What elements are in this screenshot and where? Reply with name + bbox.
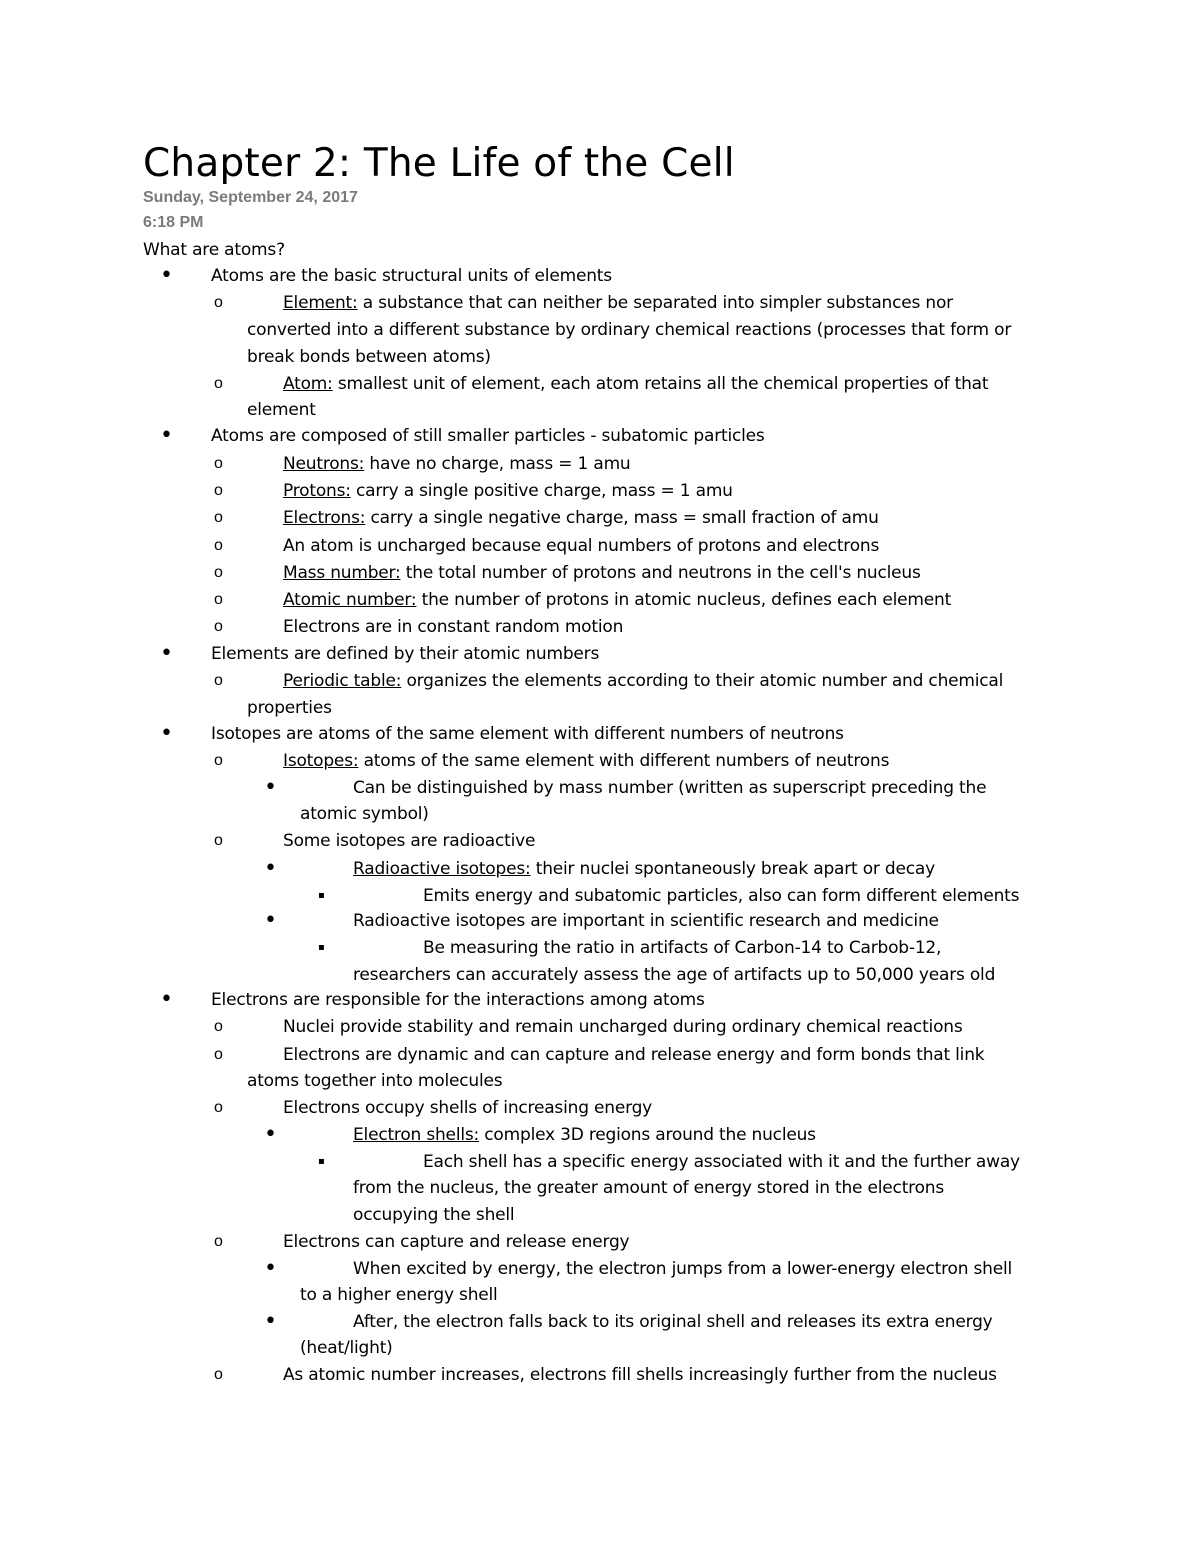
list-item-text: have no charge, mass = 1 amu [364, 454, 631, 474]
list-item [283, 1229, 629, 1255]
list-item-text: carry a single positive charge, mass = 1 amu [350, 481, 733, 501]
list-item-text: Radioactive isotopes are important in scientific research and medicine [353, 911, 939, 931]
list-item-text: Can be distinguished by mass number (written as superscript preceding the [353, 778, 987, 798]
bullet-disc-icon: • [264, 1256, 277, 1281]
bullet-disc-icon: • [264, 1122, 277, 1147]
list-item-text: the total number of protons and neutrons in the cell's nucleus [400, 563, 921, 583]
list-item-text: As atomic number increases, electrons fill shells increasingly further from the nucleus [283, 1365, 997, 1385]
list-item-text: organizes the elements according to their atomic number and chemical [401, 671, 1004, 691]
note-date: Sunday, September 24, 2017 [143, 189, 358, 206]
list-item [283, 533, 879, 559]
list-item-text: properties [247, 698, 332, 718]
list-item [283, 1042, 984, 1068]
term-label: Atom: [283, 374, 333, 394]
list-item-text: atoms of the same element with different numbers of neutrons [358, 751, 890, 771]
list-item-text: Atoms are composed of still smaller particles - subatomic particles [211, 426, 765, 446]
list-item [353, 1256, 1012, 1282]
list-item [247, 397, 316, 423]
list-item [283, 748, 889, 774]
list-item-text: Electrons are in constant random motion [283, 617, 624, 637]
list-item [300, 1335, 393, 1361]
list-item-text: their nuclei spontaneously break apart or decay [530, 859, 935, 879]
list-item-text: converted into a different substance by ordinary chemical reactions (processes that form or [247, 320, 1012, 340]
list-item-text: complex 3D regions around the nucleus [479, 1125, 816, 1145]
term-label: Periodic table: [283, 671, 402, 691]
list-item [211, 641, 599, 667]
list-item-text: Be measuring the ratio in artifacts of Carbon-14 to Carbob-12, [423, 938, 942, 958]
bullet-circle-icon: o [214, 1099, 223, 1116]
list-item [423, 883, 1019, 909]
bullet-circle-icon: o [214, 482, 223, 499]
bullet-disc-icon: • [160, 423, 173, 448]
term-label: Electron shells: [353, 1125, 480, 1145]
bullet-circle-icon: o [214, 618, 223, 635]
list-item-text: atoms together into molecules [247, 1071, 503, 1091]
list-item [423, 935, 941, 961]
list-item [353, 1122, 816, 1148]
list-item [353, 962, 995, 988]
list-item [247, 317, 1011, 343]
list-item [283, 560, 921, 586]
bullet-circle-icon: o [214, 1046, 223, 1063]
term-label: Neutrons: [283, 454, 365, 474]
list-item-text: the number of protons in atomic nucleus, defines each element [416, 590, 952, 610]
bullet-circle-icon: o [214, 752, 223, 769]
list-item-text: occupying the shell [353, 1205, 515, 1225]
bullet-square-icon: ▪ [318, 890, 325, 901]
list-item [247, 695, 332, 721]
list-item-text: researchers can accurately assess the age of artifacts up to 50,000 years old [353, 965, 996, 985]
bullet-disc-icon: • [160, 987, 173, 1012]
list-item [247, 1068, 502, 1094]
bullet-disc-icon: • [264, 856, 277, 881]
bullet-circle-icon: o [214, 375, 223, 392]
intro-question: What are atoms? [143, 240, 285, 260]
list-item-text: a substance that can neither be separated into simpler substances nor [357, 293, 953, 313]
list-item [283, 478, 733, 504]
list-item [283, 451, 631, 477]
list-item-text: (heat/light) [300, 1338, 393, 1358]
list-item-text: Some isotopes are radioactive [283, 831, 536, 851]
term-label: Isotopes: [283, 751, 359, 771]
list-item-text: Electrons are dynamic and can capture and release energy and form bonds that link [283, 1045, 985, 1065]
list-item [283, 614, 623, 640]
term-label: Protons: [283, 481, 351, 501]
list-item [283, 828, 535, 854]
list-item [353, 1175, 944, 1201]
list-item-text: break bonds between atoms) [247, 347, 491, 367]
list-item-text: When excited by energy, the electron jumps from a lower-energy electron shell [353, 1259, 1013, 1279]
note-time: 6:18 PM [143, 214, 204, 231]
list-item [353, 908, 939, 934]
list-item [211, 987, 705, 1013]
term-label: Element: [283, 293, 358, 313]
list-item-text: Electrons can capture and release energy [283, 1232, 630, 1252]
list-item-text: Electrons occupy shells of increasing energy [283, 1098, 653, 1118]
term-label: Electrons: [283, 508, 366, 528]
term-label: Radioactive isotopes: [353, 859, 531, 879]
list-item [283, 587, 951, 613]
bullet-disc-icon: • [160, 641, 173, 666]
bullet-circle-icon: o [214, 294, 223, 311]
bullet-square-icon: ▪ [318, 1156, 325, 1167]
list-item [283, 668, 1003, 694]
bullet-circle-icon: o [214, 537, 223, 554]
list-item-text: from the nucleus, the greater amount of energy stored in the electrons [353, 1178, 945, 1198]
bullet-circle-icon: o [214, 564, 223, 581]
bullet-circle-icon: o [214, 455, 223, 472]
list-item-text: smallest unit of element, each atom retains all the chemical properties of that [332, 374, 989, 394]
list-item [353, 1309, 993, 1335]
list-item-text: Atoms are the basic structural units of elements [211, 266, 612, 286]
list-item [353, 856, 935, 882]
list-item-text: Emits energy and subatomic particles, also can form different elements [423, 886, 1020, 906]
list-item [300, 1282, 498, 1308]
bullet-disc-icon: • [160, 721, 173, 746]
bullet-disc-icon: • [264, 1309, 277, 1334]
list-item-text: An atom is uncharged because equal numbers of protons and electrons [283, 536, 880, 556]
bullet-square-icon: ▪ [318, 942, 325, 953]
list-item [283, 290, 953, 316]
list-item-text: atomic symbol) [300, 804, 429, 824]
list-item [211, 423, 765, 449]
list-item [353, 1202, 514, 1228]
list-item-text: element [247, 400, 316, 420]
list-item-text: Isotopes are atoms of the same element with different numbers of neutrons [211, 724, 844, 744]
bullet-circle-icon: o [214, 1018, 223, 1035]
list-item [211, 263, 612, 289]
list-item [283, 505, 879, 531]
bullet-circle-icon: o [214, 1233, 223, 1250]
bullet-disc-icon: • [264, 775, 277, 800]
list-item [283, 1362, 997, 1388]
bullet-circle-icon: o [214, 1366, 223, 1383]
list-item [300, 801, 429, 827]
term-label: Atomic number: [283, 590, 417, 610]
bullet-circle-icon: o [214, 591, 223, 608]
list-item [423, 1149, 1020, 1175]
list-item-text: Nuclei provide stability and remain uncharged during ordinary chemical reactions [283, 1017, 963, 1037]
list-item [283, 1014, 963, 1040]
list-item [283, 1095, 652, 1121]
list-item [211, 721, 844, 747]
list-item [247, 344, 491, 370]
bullet-circle-icon: o [214, 672, 223, 689]
list-item-text: Electrons are responsible for the interactions among atoms [211, 990, 705, 1010]
list-item-text: Each shell has a specific energy associated with it and the further away [423, 1152, 1020, 1172]
list-item-text: carry a single negative charge, mass = small fraction of amu [365, 508, 879, 528]
bullet-circle-icon: o [214, 832, 223, 849]
page-title: Chapter 2: The Life of the Cell [143, 141, 735, 186]
term-label: Mass number: [283, 563, 401, 583]
list-item-text: to a higher energy shell [300, 1285, 498, 1305]
list-item-text: Elements are defined by their atomic numbers [211, 644, 600, 664]
list-item [283, 371, 988, 397]
list-item [353, 775, 986, 801]
bullet-disc-icon: • [264, 908, 277, 933]
list-item-text: After, the electron falls back to its original shell and releases its extra energy [353, 1312, 993, 1332]
bullet-disc-icon: • [160, 263, 173, 288]
bullet-circle-icon: o [214, 509, 223, 526]
